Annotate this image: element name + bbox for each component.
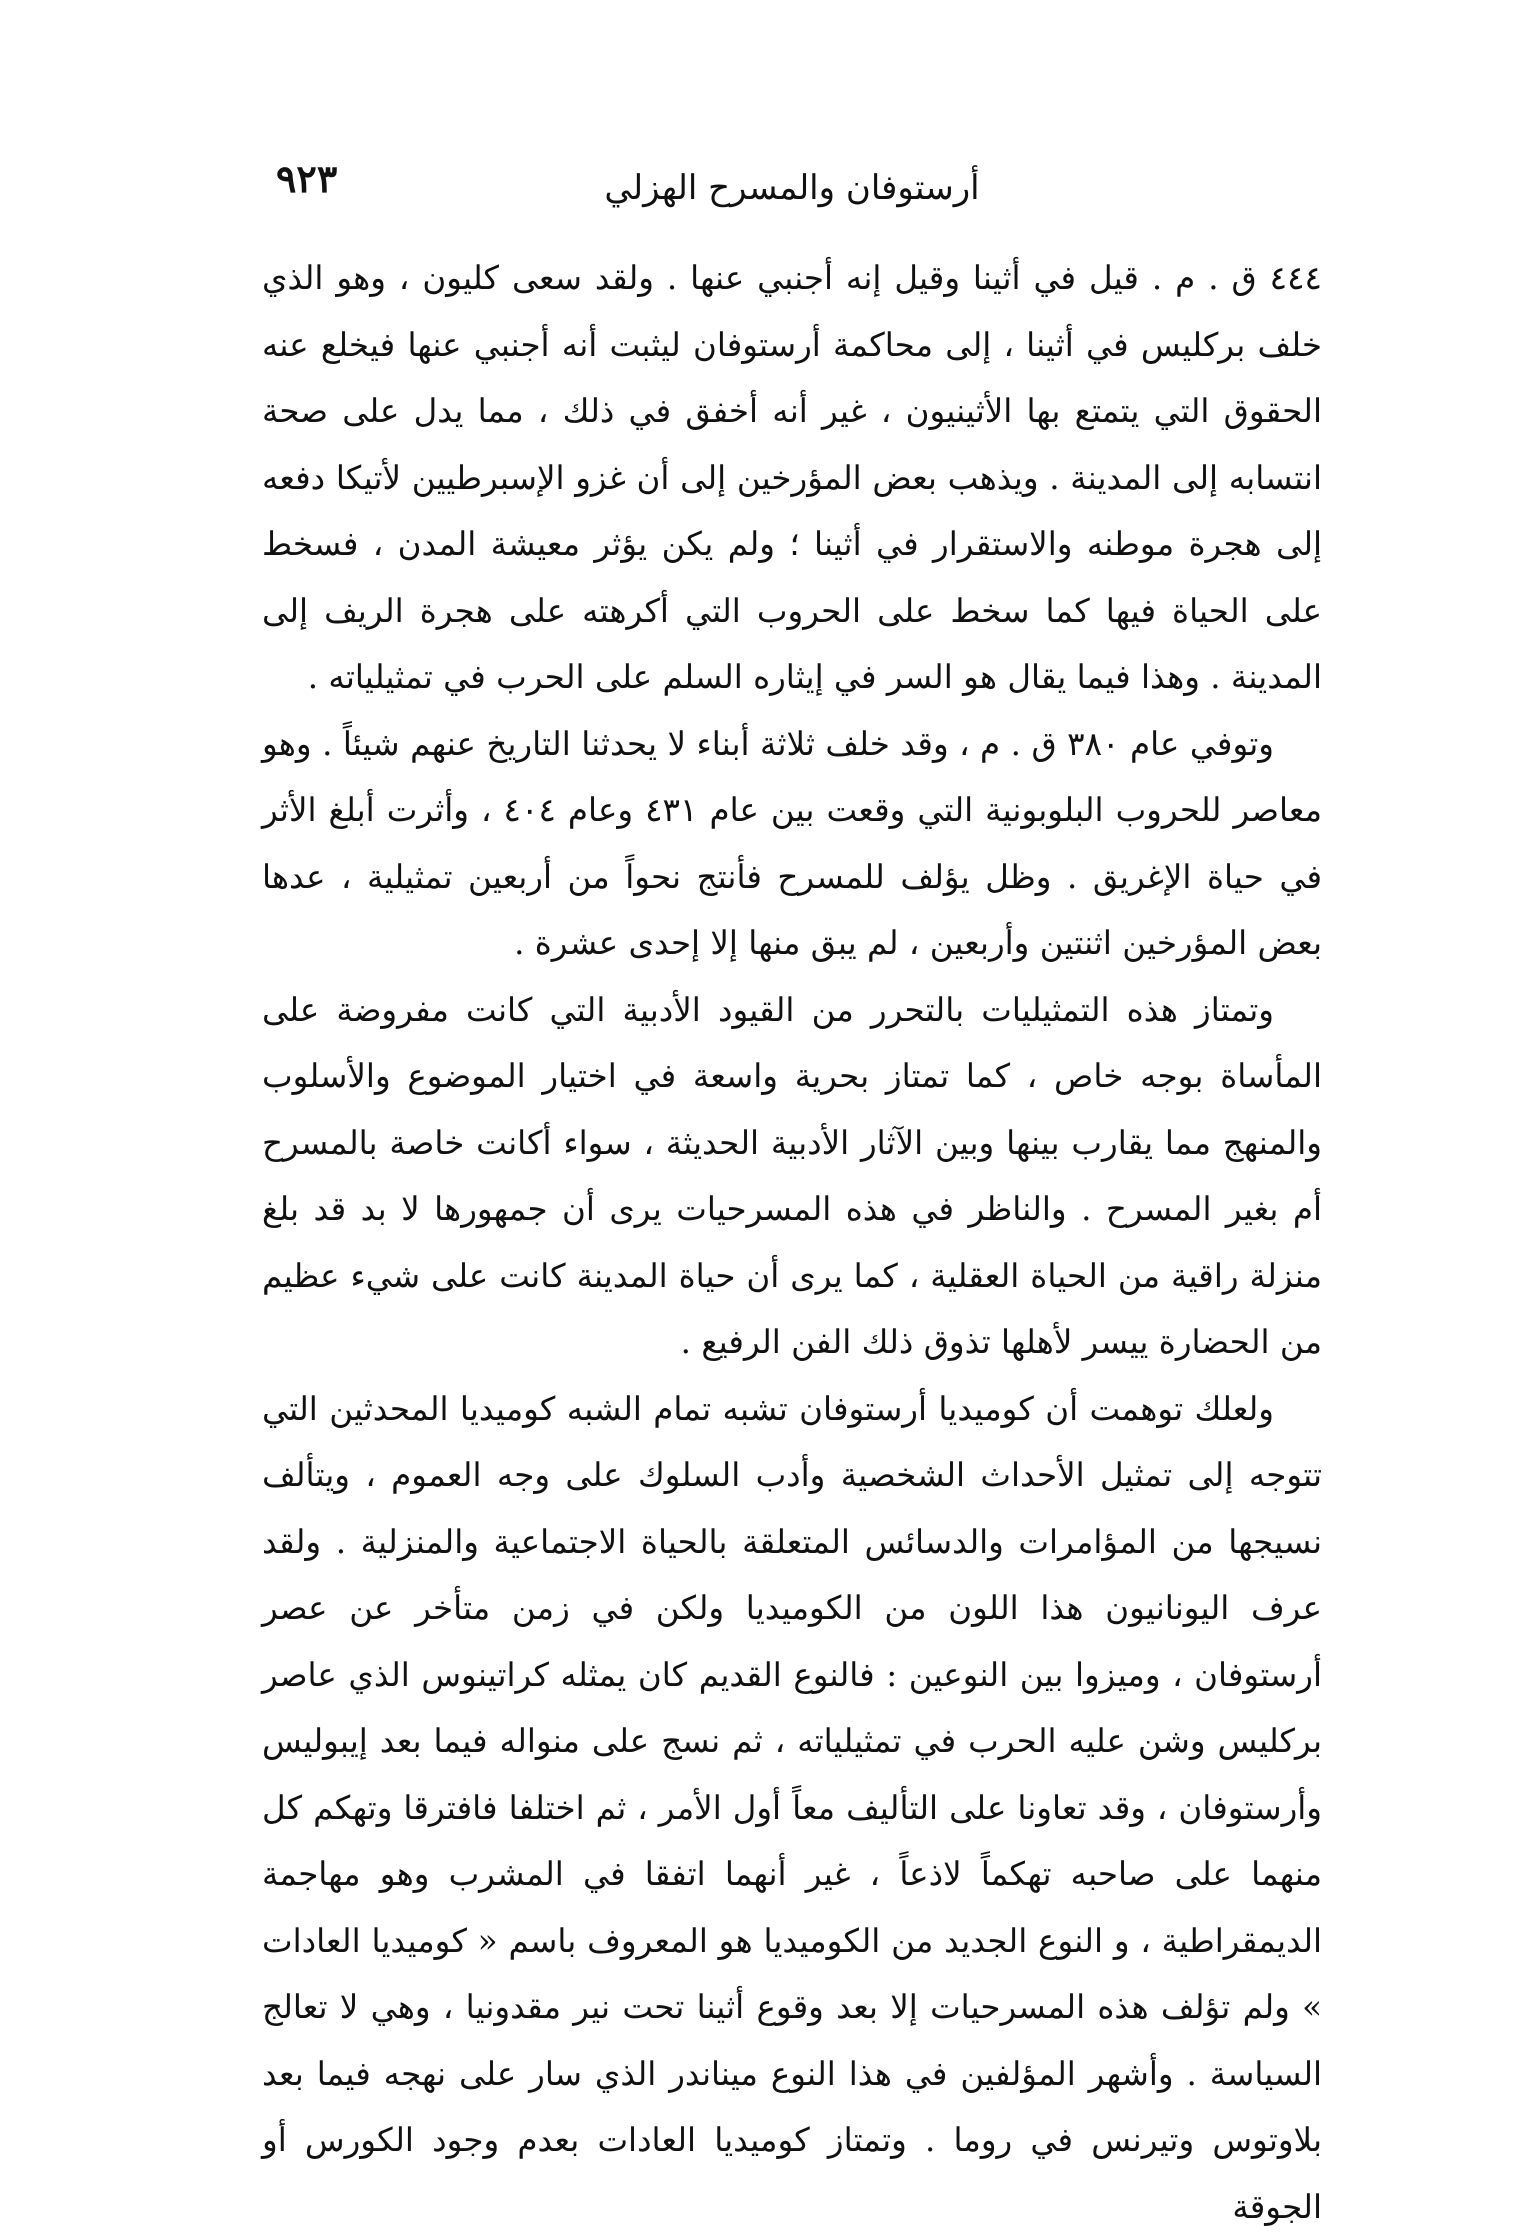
body-text — [262, 245, 1322, 2240]
page-number: ٩٢٣ — [276, 156, 337, 201]
page-header — [262, 150, 1322, 220]
running-title: أرستوفان والمسرح الهزلي — [262, 168, 1322, 208]
paragraph: وتوفي عام ٣٨٠ ق . م ، وقد خلف ثلاثة أبناء لا يحدثنا التاريخ عنهم شيئاً . وهو معاصر للحروب البلوبونية التي وقعت بين عام ٤٣١ وعام ٤٠٤ ، وأثرت أبلغ الأثر في حياة الإغريق . وظل يؤلف للمسرح فأنتج نحواً من أربعين تمثيلية ، عدها بعض المؤرخين اثنتين وأربعين ، لم يبق منها إلا إحدى عشرة . — [262, 711, 1322, 977]
paragraph: وتمتاز هذه التمثيليات بالتحرر من القيود الأدبية التي كانت مفروضة على المأساة بوجه خاص ، كما تمتاز بحرية واسعة في اختيار الموضوع والأسلوب والمنهج مما يقارب بينها وبين الآثار الأدبية الحديثة ، سواء أكانت خاصة بالمسرح أم بغير المسرح . والناظر في هذه المسرحيات يرى أن جمهورها لا بد قد بلغ منزلة راقية من الحياة العقلية ، كما يرى أن حياة المدينة كانت على شيء عظيم من الحضارة ييسر لأهلها تذوق ذلك الفن الرفيع . — [262, 977, 1322, 1376]
paragraph: ولعلك توهمت أن كوميديا أرستوفان تشبه تمام الشبه كوميديا المحدثين التي تتوجه إلى تمثيل الأحداث الشخصية وأدب السلوك على وجه العموم ، ويتألف نسيجها من المؤامرات والدسائس المتعلقة بالحياة الاجتماعية والمنزلية . ولقد عرف اليونانيون هذا اللون من الكوميديا ولكن في زمن متأخر عن عصر أرستوفان ، وميزوا بين النوعين : فالنوع القديم كان يمثله كراتينوس الذي عاصر بركليس وشن عليه الحرب في تمثيلياته ، ثم نسج على منواله فيما بعد إيبوليس وأرستوفان ، وقد تعاونا على التأليف معاً أول الأمر ، ثم اختلفا فافترقا وتهكم كل منهما على صاحبه تهكماً لاذعاً ، غير أنهما اتفقا في المشرب وهو مهاجمة الديمقراطية ، و النوع الجديد من الكوميديا هو المعروف باسم « كوميديا العادات » ولم تؤلف هذه المسرحيات إلا بعد وقوع أثينا تحت نير مقدونيا ، وهي لا تعالج السياسة . وأشهر المؤلفين في هذا النوع ميناندر الذي سار على نهجه فيما بعد بلاوتوس وتيرنس في روما . وتمتاز كوميديا العادات بعدم وجود الكورس أو الجوقة — [262, 1376, 1322, 2240]
paragraph: ٤٤٤ ق . م . قيل في أثينا وقيل إنه أجنبي عنها . ولقد سعى كليون ، وهو الذي خلف بركليس في أثينا ، إلى محاكمة أرستوفان ليثبت أنه أجنبي عنها فيخلع عنه الحقوق التي يتمتع بها الأثينيون ، غير أنه أخفق في ذلك ، مما يدل على صحة انتسابه إلى المدينة . ويذهب بعض المؤرخين إلى أن غزو الإسبرطيين لأتيكا دفعه إلى هجرة موطنه والاستقرار في أثينا ؛ ولم يكن يؤثر معيشة المدن ، فسخط على الحياة فيها كما سخط على الحروب التي أكرهته على هجرة الريف إلى المدينة . وهذا فيما يقال هو السر في إيثاره السلم على الحرب في تمثيلياته . — [262, 245, 1322, 711]
